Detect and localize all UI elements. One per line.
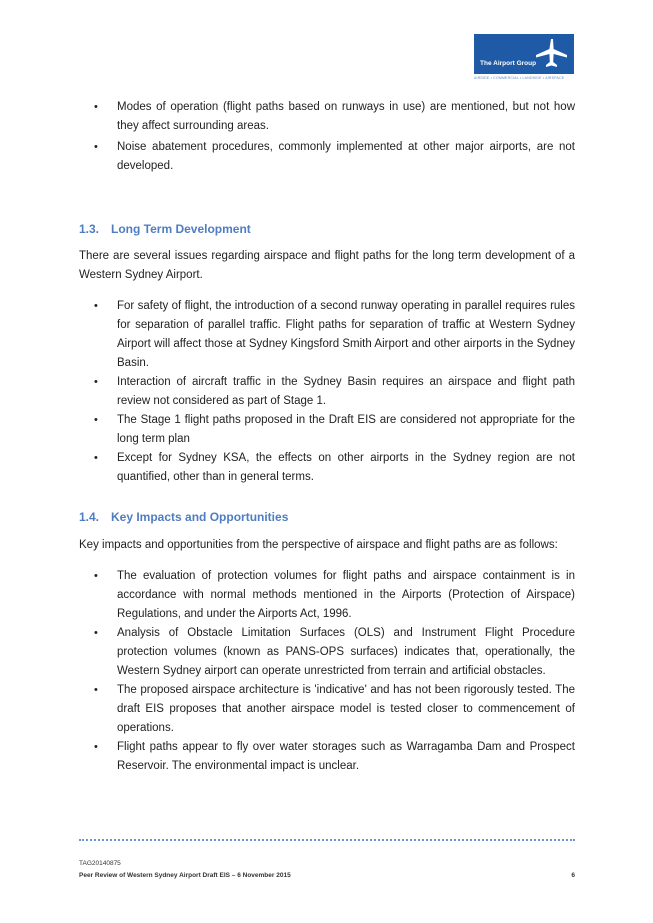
section-number: 1.4.	[79, 510, 100, 524]
logo-name: The Airport Group	[480, 60, 537, 67]
page-number: 6	[571, 872, 575, 879]
list-item: • The proposed airspace architecture is 'indicative' and has not been rigorously tested. The draft EIS proposes that another airspace model is tested closer to commencement of operations.	[79, 681, 575, 738]
airplane-icon	[534, 38, 568, 68]
list-item: • Except for Sydney KSA, the effects on other airports in the Sydney region are not quantified, other than in general terms.	[79, 449, 575, 487]
list-item: • Modes of operation (flight paths based on runways in use) are mentioned, but not how they affect surrounding areas.	[79, 98, 575, 136]
section-heading-1-4	[79, 510, 288, 524]
list-item: • Noise abatement procedures, commonly implemented at other major airports, are not developed.	[79, 138, 575, 176]
company-logo	[474, 34, 574, 80]
section-intro: There are several issues regarding airspace and flight paths for the long term development of a Western Sydney Airport.	[79, 250, 575, 281]
section-1-3-body	[79, 247, 575, 487]
list-item: • Interaction of aircraft traffic in the Sydney Basin requires an airspace and flight path review not considered as part of Stage 1.	[79, 373, 575, 411]
section-heading-1-3	[79, 222, 251, 236]
footer-title: Peer Review of Western Sydney Airport Draft EIS – 6 November 2015	[79, 872, 291, 879]
logo-box	[474, 34, 574, 74]
list-item: • For safety of flight, the introduction of a second runway operating in parallel requires rules for separation of parallel traffic. Flight paths for separation of traffic at Western Sydney Airport will affect those at Sydney Kingsford Smith Airport and other airports in the Sydney Basin.	[79, 297, 575, 373]
section-title: Key Impacts and Opportunities	[111, 510, 289, 524]
list-item: • Flight paths appear to fly over water storages such as Warragamba Dam and Prospect Reservoir. The environmental impact is unclear.	[79, 738, 575, 776]
page-footer	[79, 858, 575, 882]
section-title: Long Term Development	[111, 222, 251, 236]
footer-ref: TAG20140875	[79, 860, 121, 867]
list-item: • The evaluation of protection volumes for flight paths and airspace containment is in accordance with normal methods mentioned in the Airports (Protection of Airspace) Regulations, and under the Airports Act, 1996.	[79, 567, 575, 624]
footer-divider	[79, 839, 575, 841]
section-1-4-body	[79, 536, 575, 776]
top-bullet-list	[79, 98, 575, 176]
section-intro: Key impacts and opportunities from the perspective of airspace and flight paths are as follows:	[79, 539, 558, 551]
list-item: • The Stage 1 flight paths proposed in the Draft EIS are considered not appropriate for the long term plan	[79, 411, 575, 449]
section-number: 1.3.	[79, 222, 100, 236]
logo-tagline: AIRSIDE • COMMERCIAL • LANDSIDE • AIRSPACE	[474, 76, 565, 80]
list-item: • Analysis of Obstacle Limitation Surfaces (OLS) and Instrument Flight Procedure protection volumes (known as PANS-OPS surfaces) indicates that, operationally, the Western Sydney airport can operate unrestricted from terrain and artificial obstacles.	[79, 624, 575, 681]
